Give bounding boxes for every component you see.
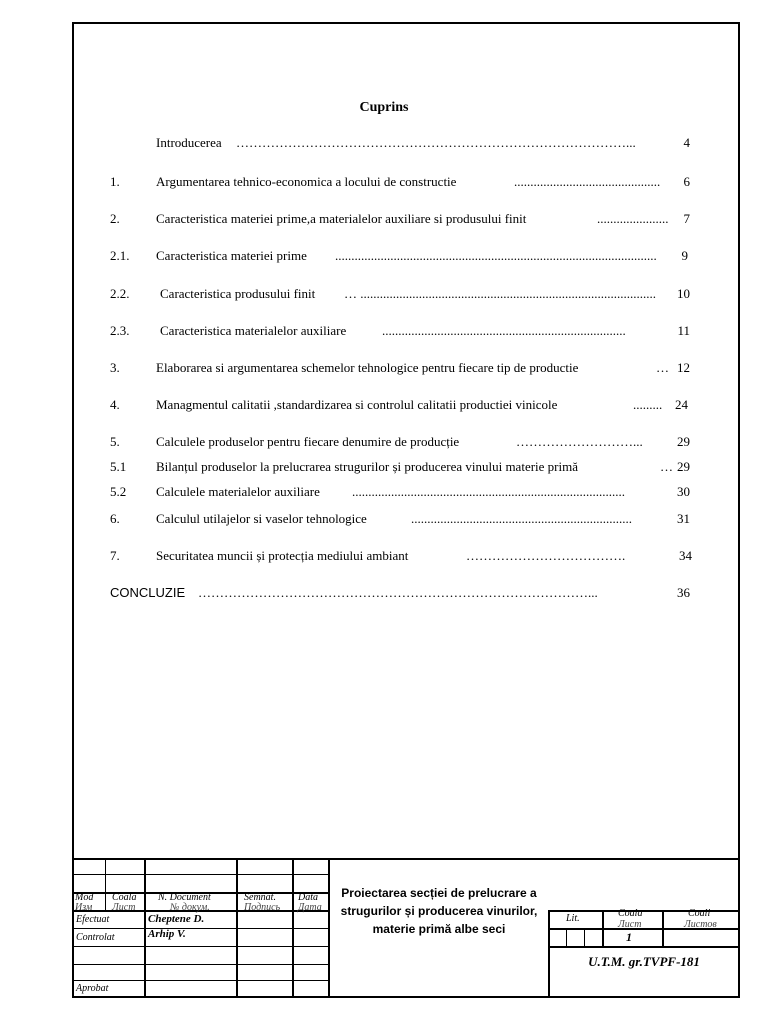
toc-entry-dots: ………………………………………………………………………………...	[198, 585, 598, 600]
toc-entry-text: Securitatea muncii și protecția mediului ambiant	[156, 548, 409, 563]
sheet-number: 1	[626, 930, 632, 944]
toc-entry	[0, 548, 768, 566]
toc-entry-number: 3.	[110, 360, 120, 375]
col-header-mod-sub: Изм	[75, 902, 93, 913]
toc-entry-page: 29	[677, 459, 690, 474]
toc-entry	[0, 135, 768, 153]
toc-entry-dots: ....................................................................	[411, 511, 632, 526]
row-label-controlat: Controlat	[76, 932, 115, 943]
toc-entry-dots: … ...........................................................................................	[344, 286, 656, 301]
toc-entry-number: 1.	[110, 174, 120, 189]
toc-entry-text: Caracteristica materiei prime	[156, 248, 307, 263]
toc-entry-page: 36	[677, 585, 690, 600]
toc-entry-text: CONCLUZIE	[110, 585, 186, 600]
toc-entry	[0, 174, 768, 192]
toc-entry-page: 12	[677, 360, 690, 375]
toc-entry-number: 5.	[110, 434, 120, 449]
toc-entry-text: Caracteristica materialelor auxiliare	[160, 323, 347, 338]
sheet-label-sub: Лист	[618, 919, 642, 930]
col-header-semnat: Semnat.	[244, 892, 276, 903]
toc-entry-dots: ………………………...	[516, 434, 643, 449]
toc-entry-number: 4.	[110, 397, 120, 412]
toc-entry-number: 2.	[110, 211, 120, 226]
toc-entry-number: 5.1	[110, 459, 127, 474]
row-label-aprobat: Aprobat	[76, 983, 109, 994]
name-controlat: Arhip V.	[148, 928, 186, 940]
toc-entry	[0, 484, 768, 502]
toc-entry-text: Introducerea	[156, 135, 222, 150]
toc-entry	[0, 360, 768, 378]
col-header-coala-sub: Лист	[112, 902, 136, 913]
col-header-document-sub: № докум.	[170, 902, 210, 913]
toc-entry-dots: ...........................................................................	[382, 323, 626, 338]
toc-entry-page: 7	[683, 211, 690, 226]
toc-entry-text: Caracteristica materiei prime,a materialelor auxiliare si produsului finit	[156, 211, 527, 226]
toc-entry-dots: …	[656, 360, 669, 375]
toc-entry	[0, 323, 768, 341]
toc-entry-page: 34	[679, 548, 692, 563]
toc-entry-dots: …	[660, 459, 673, 474]
toc-entry-dots: .............................................	[514, 174, 661, 189]
toc-entry-number: 2.2.	[110, 286, 130, 301]
toc-entry-dots: .........	[633, 397, 663, 412]
toc-entry-number: 2.3.	[110, 323, 130, 338]
toc-entry	[0, 459, 768, 477]
toc-entry-text: Calculul utilajelor si vaselor tehnologice	[156, 511, 367, 526]
toc-entry-number: 2.1.	[110, 248, 130, 263]
col-header-coala: Coala	[112, 892, 137, 903]
sheets-label: Coali	[688, 908, 711, 919]
toc-entry	[0, 248, 768, 266]
toc-entry	[0, 434, 768, 452]
toc-entry-dots: ....................................................................................	[352, 484, 625, 499]
toc-entry-number: 6.	[110, 511, 120, 526]
toc-entry-dots: ………………………………………………………………………………...	[236, 135, 636, 150]
col-header-data: Data	[298, 892, 318, 903]
toc-entry-dots: ……………………………….	[466, 548, 626, 563]
toc-entry-page: 10	[677, 286, 690, 301]
col-header-mod: Mod	[75, 892, 94, 903]
toc-title: Cuprins	[359, 100, 409, 115]
toc-entry-text: Caracteristica produsului finit	[160, 286, 316, 301]
col-header-semnat-sub: Подпись	[244, 902, 281, 913]
col-header-data-sub: Дата	[298, 902, 322, 913]
row-label-efectuat: Efectuat	[76, 914, 110, 925]
toc-entry	[0, 286, 768, 304]
document-code: U.T.M. gr.TVPF-181	[588, 954, 700, 969]
name-efectuat: Cheptene D.	[148, 913, 205, 925]
toc-entry-text: Elaborarea si argumentarea schemelor tehnologice pentru fiecare tip de productie	[156, 360, 579, 375]
project-title: Proiectarea secției de prelucrare a strugurilor și producerea vinurilor, materie primă albe seci	[340, 886, 538, 936]
toc-entry-text: Managmentul calitatii ,standardizarea si controlul calitatii productiei vinicole	[156, 397, 558, 412]
toc-entry	[0, 585, 768, 603]
toc-entry-text: Bilanțul produselor la prelucrarea strugurilor și producerea vinului materie primă	[156, 459, 578, 474]
toc-entry	[0, 211, 768, 229]
toc-entry-page: 30	[677, 484, 690, 499]
toc-entry	[0, 511, 768, 529]
toc-entry-number: 7.	[110, 548, 120, 563]
toc-entry-dots: ......................	[597, 211, 669, 226]
toc-entry-number: 5.2	[110, 484, 127, 499]
col-header-document: N. Document	[158, 892, 211, 903]
toc-entry-page: 4	[683, 135, 690, 150]
toc-entry-page: 9	[681, 248, 688, 263]
toc-entry-page: 31	[677, 511, 690, 526]
sheets-label-sub: Листов	[684, 919, 717, 930]
toc-entry-page: 11	[677, 323, 690, 338]
toc-entry-dots: ...................................................................................................	[335, 248, 657, 263]
toc-entry-page: 24	[675, 397, 688, 412]
toc-entry-text: Calculele materialelor auxiliare	[156, 484, 320, 499]
toc-entry-text: Calculele produselor pentru fiecare denumire de producție	[156, 434, 460, 449]
page-frame	[72, 22, 740, 998]
toc-entry-text: Argumentarea tehnico-economica a locului de constructie	[156, 174, 457, 189]
title-block	[72, 858, 740, 998]
toc-entry-page: 6	[683, 174, 690, 189]
toc-entry	[0, 397, 768, 415]
toc-entry-page: 29	[677, 434, 690, 449]
lit-label: Lit.	[566, 913, 580, 924]
sheet-label: Coala	[618, 908, 643, 919]
